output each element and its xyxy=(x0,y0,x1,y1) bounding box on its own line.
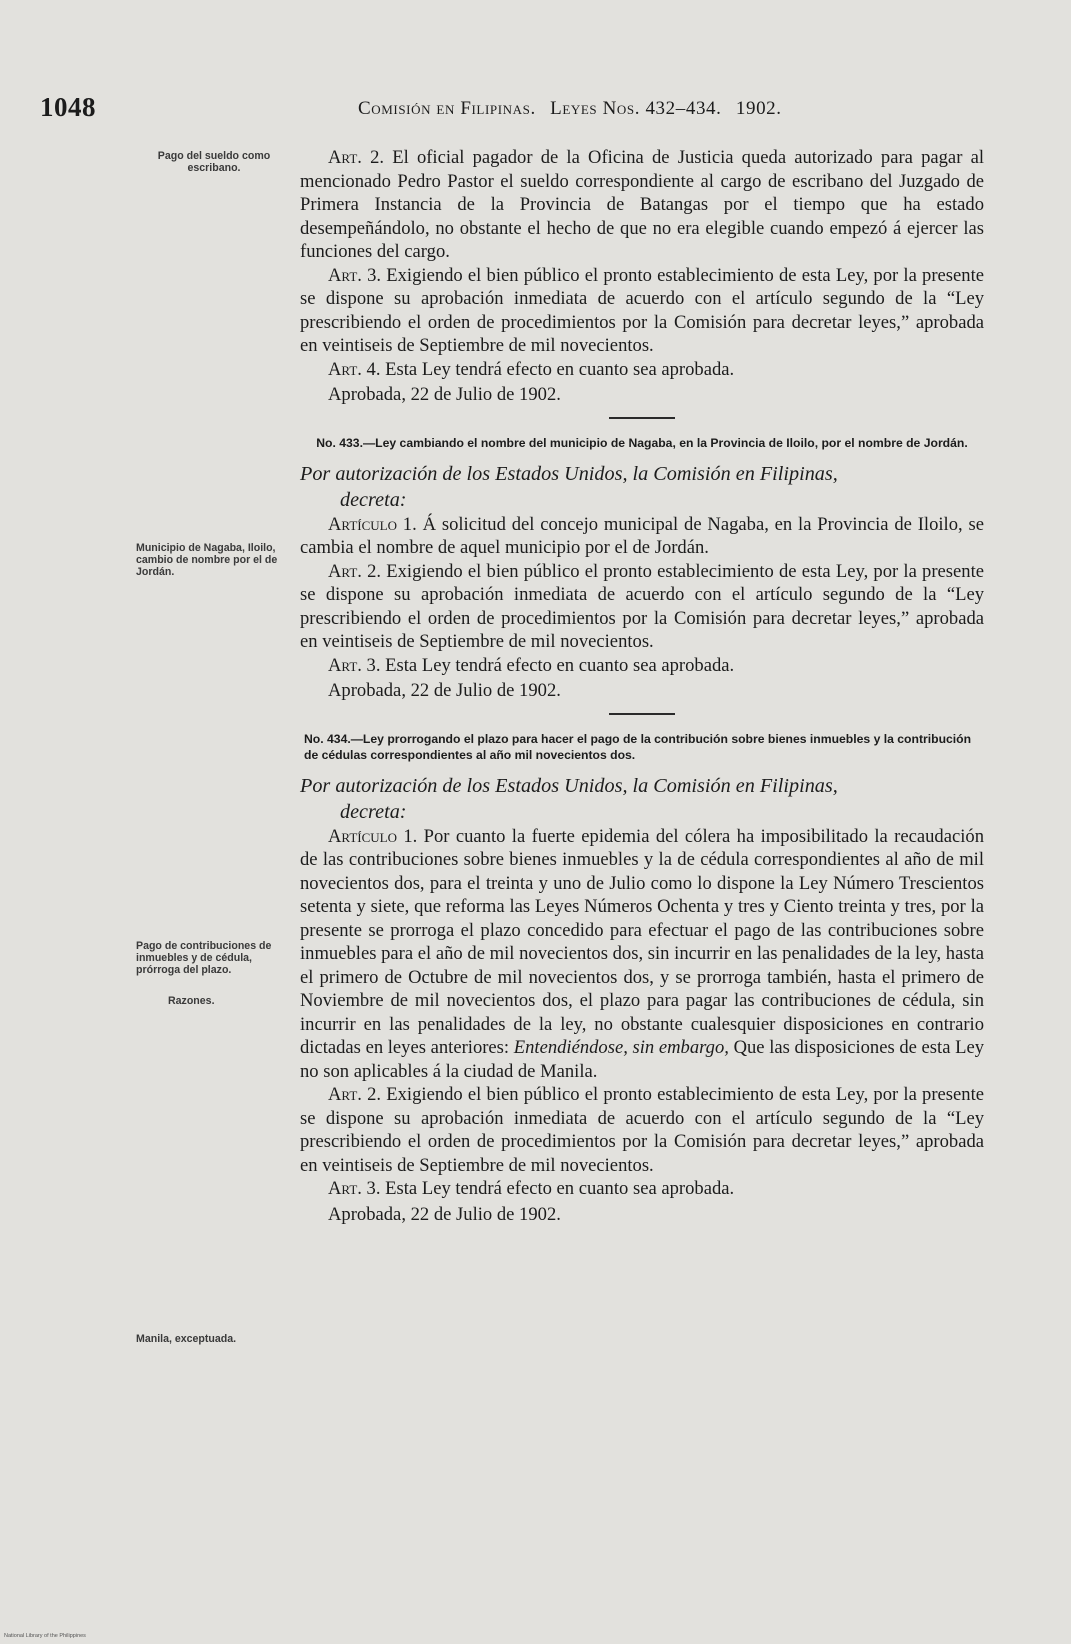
margin-note-municipio: Municipio de Nagaba, Iloilo, cambio de nombre por el de Jordán. xyxy=(136,542,278,578)
article-label: Artículo 1. xyxy=(328,825,418,847)
running-head-commission: Comisión en Filipinas. xyxy=(358,98,536,119)
margin-note-razones: Razones. xyxy=(168,995,215,1007)
law433-enacting-clause xyxy=(300,461,984,513)
enacting-text: Por autorización de los Estados Unidos, la Comisión en Filipinas, xyxy=(300,462,838,485)
section-divider xyxy=(609,417,675,419)
decreta-label: decreta: xyxy=(340,800,407,823)
margin-note-contribuciones: Pago de contribuciones de inmuebles y de cédula, prórroga del plazo. xyxy=(136,940,272,976)
article-text: Exigiendo el bien público el pronto establecimiento de esta Ley, por la presente se dispone su aprobación inmediata de acuerdo con el artículo segundo de la “Ley prescribiendo el orden de procedimientos por la Comisión para decretar leyes,” aprobada en veintiseis de Septiembre de mil novecientos. xyxy=(300,264,984,356)
law433-title: No. 433.—Ley cambiando el nombre del municipio de Nagaba, en la Provincia de Iloilo, por el nombre de Jordán. xyxy=(316,435,968,450)
article-text: Á solicitud del concejo municipal de Nagaba, en la Provincia de Iloilo, se cambia el nombre de aquel municipio por el de Jordán. xyxy=(300,513,984,558)
law434-approval-date: Aprobada, 22 de Julio de 1902. xyxy=(328,1203,561,1225)
article-text: Esta Ley tendrá efecto en cuanto sea aprobada. xyxy=(385,1178,735,1199)
section-divider xyxy=(609,713,675,715)
article-text: Exigiendo el bien público el pronto establecimiento de esta Ley, por la presente se dispone su aprobación inmediata de acuerdo con el artículo segundo de la “Ley prescribiendo el orden de procedimientos por la Comisión para decretar leyes,” aprobada en veintiseis de Septiembre de mil novecientos. xyxy=(300,560,984,652)
law433-article-2 xyxy=(300,560,984,654)
law432-article-4 xyxy=(300,358,984,382)
law434-article-3 xyxy=(300,1177,984,1201)
article-text: Esta Ley tendrá efecto en cuanto sea aprobada. xyxy=(385,358,735,380)
margin-note-sueldo: Pago del sueldo como escribano. xyxy=(157,150,271,174)
law434-title: No. 434.—Ley prorrogando el plazo para hacer el pago de la contribución sobre bienes inmuebles y la contribución de cédulas correspondientes al año mil novecientos dos. xyxy=(304,731,972,762)
article-label: Art. 2. xyxy=(328,1084,382,1105)
proviso-tail: Que las disposiciones de esta Ley no son aplicables á la ciudad de Manila. xyxy=(300,1037,985,1082)
scan-footer: National Library of the Philippines xyxy=(4,1633,86,1639)
law432-article-3 xyxy=(300,264,984,358)
running-head-laws: Leyes Nos. 432–434. xyxy=(550,98,722,119)
law434-article-2 xyxy=(300,1083,984,1177)
article-text: Exigiendo el bien público el pronto establecimiento de esta Ley, por la presente se dispone su aprobación inmediata de acuerdo con el artículo segundo de la “Ley prescribiendo el orden de procedimientos por la Comisión para decretar leyes,” aprobada en veintiseis de Septiembre de mil novecientos. xyxy=(300,1084,984,1176)
running-head-year: 1902. xyxy=(735,98,782,119)
decreta-label: decreta: xyxy=(340,488,407,511)
page-header xyxy=(40,92,940,124)
law432-article-2 xyxy=(300,146,984,264)
proviso-text: Entendiéndose, sin embargo, xyxy=(513,1037,729,1058)
law432-approval-date: Aprobada, 22 de Julio de 1902. xyxy=(328,384,561,405)
law433-approval-date: Aprobada, 22 de Julio de 1902. xyxy=(328,680,561,701)
article-text: Por cuanto la fuerte epidemia del cólera ha imposibilitado la recaudación de las contribuciones sobre bienes inmuebles y la de cédula correspondientes al año de mil novecientos dos, para el treinta y uno de Julio como lo dispone la Ley Número Trescientos setenta y siete, que reforma las Leyes Números Ochenta y tres y Ciento treinta y tres, por la presente se prorroga el plazo concedido para efectuar el pago de las contribuciones sobre inmuebles para el año de mil novecientos dos, sin incurrir en las penalidades de la ley, hasta el primero de Octubre de mil novecientos dos, y se prorroga también, hasta el primero de Noviembre de mil novecientos dos, el plazo para pagar las contribuciones de cédula, sin incurrir en las penalidades de la ley, no obstante cualesquier disposiciones en contrario dictadas en leyes anteriores: xyxy=(300,825,984,1058)
article-label: Art. 3. xyxy=(328,1178,381,1199)
article-label: Art. 4. xyxy=(328,358,381,380)
article-label: Art. 3. xyxy=(328,654,381,676)
running-head xyxy=(358,98,791,120)
article-text: El oficial pagador de la Oficina de Justicia queda autorizado para pagar al mencionado Pedro Pastor el sueldo correspondiente al cargo de escribano del Juzgado de Primera Instancia de la Provincia de Batangas por el tiempo que ha estado desempeñándolo, no obstante el hecho de que no era elegible cuando empezó á ejercer las funciones del cargo. xyxy=(300,147,984,262)
article-label: Art. 3. xyxy=(328,264,382,286)
article-label: Art. 2. xyxy=(328,560,382,582)
article-label: Artículo 1. xyxy=(328,513,417,535)
main-text xyxy=(300,146,984,1236)
law434-article-1 xyxy=(300,825,984,1084)
law433-article-3 xyxy=(300,654,984,678)
page-number: 1048 xyxy=(40,92,96,122)
law434-enacting-clause xyxy=(300,773,984,825)
law433-article-1 xyxy=(300,513,984,560)
enacting-text: Por autorización de los Estados Unidos, la Comisión en Filipinas, xyxy=(300,774,838,797)
margin-note-manila: Manila, exceptuada. xyxy=(136,1333,237,1345)
article-text: Esta Ley tendrá efecto en cuanto sea aprobada. xyxy=(385,654,735,676)
article-label: Art. 2. xyxy=(328,147,385,168)
